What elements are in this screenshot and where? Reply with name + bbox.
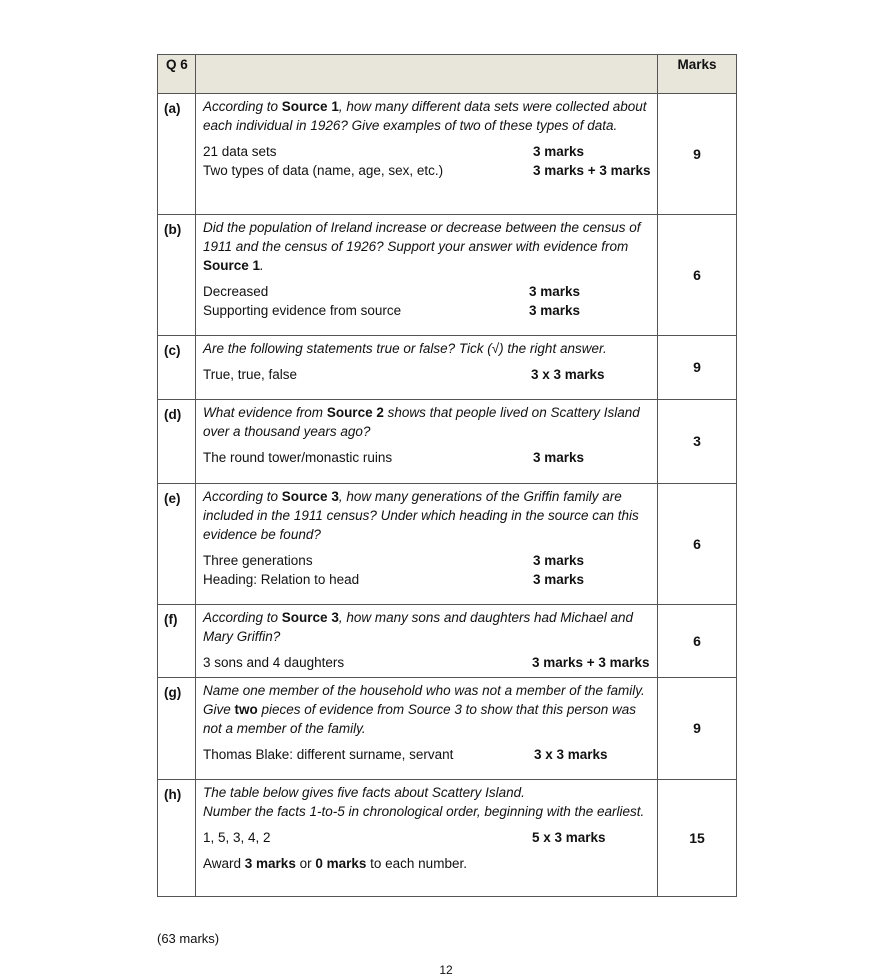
answer-mark: 3 marks <box>529 303 581 318</box>
page-number: 12 <box>439 963 453 977</box>
part-c-content <box>196 336 658 400</box>
answer-list <box>203 551 651 589</box>
part-label: (c) <box>158 336 196 400</box>
part-b-content <box>196 215 658 336</box>
answer-mark: 5 x 3 marks <box>532 830 606 845</box>
part-label: (h) <box>158 780 196 897</box>
part-marks: 3 <box>658 400 737 484</box>
answer-text: 21 data sets <box>203 144 277 159</box>
question-text: What evidence from Source 2 shows that people lived on Scattery Island over a thousand years ago? <box>203 405 640 439</box>
part-marks: 15 <box>658 780 737 897</box>
question-text: The table below gives five facts about Scattery Island. Number the facts 1-to-5 in chronological order, beginning with the earliest. <box>203 785 645 819</box>
part-marks: 9 <box>658 94 737 215</box>
part-marks: 6 <box>658 215 737 336</box>
answer-mark: 3 marks <box>533 450 585 465</box>
part-label: (g) <box>158 678 196 780</box>
answer-row <box>203 161 651 180</box>
question-text: According to Source 3, how many generations of the Griffin family are included in the 1911 census? Under which heading in the source can this evidence be found? <box>203 489 639 542</box>
question-text: Did the population of Ireland increase or decrease between the census of 1911 and the census of 1926? Support your answer with evidence from Source 1. <box>203 220 641 273</box>
marks-header: Marks <box>658 55 737 94</box>
answer-mark: 3 marks + 3 marks <box>532 655 650 670</box>
part-e-content <box>196 484 658 605</box>
answer-row <box>203 448 651 467</box>
answer-list <box>203 653 651 672</box>
answer-row <box>203 828 651 847</box>
marking-scheme-table <box>157 54 737 897</box>
answer-list <box>203 282 651 320</box>
answer-text: Supporting evidence from source <box>203 303 402 318</box>
answer-list <box>203 745 651 764</box>
answer-text: 3 sons and 4 daughters <box>203 655 345 670</box>
answer-row <box>203 365 651 384</box>
answer-mark: 3 marks <box>533 553 585 568</box>
part-g-row <box>158 678 737 780</box>
question-number-header: Q 6 <box>158 55 196 94</box>
part-a-row <box>158 94 737 215</box>
answer-text: 1, 5, 3, 4, 2 <box>203 830 271 845</box>
answer-row <box>203 301 651 320</box>
table-header-row <box>158 55 737 94</box>
answer-row <box>203 142 651 161</box>
answer-row <box>203 653 651 672</box>
answer-list <box>203 142 651 180</box>
part-marks: 6 <box>658 484 737 605</box>
part-d-row <box>158 400 737 484</box>
answer-text: Two types of data (name, age, sex, etc.) <box>203 163 444 178</box>
answer-text: The round tower/monastic ruins <box>203 450 393 465</box>
answer-mark: 3 x 3 marks <box>531 367 605 382</box>
answer-list <box>203 365 651 384</box>
blank-header <box>196 55 658 94</box>
part-marks: 9 <box>658 336 737 400</box>
answer-text: Thomas Blake: different surname, servant <box>203 747 454 762</box>
question-text: Name one member of the household who was not a member of the family. Give two pieces of evidence from Source 3 to show that this person was not a member of the family. <box>203 683 645 736</box>
part-marks: 6 <box>658 605 737 678</box>
part-label: (d) <box>158 400 196 484</box>
answer-mark: 3 marks <box>533 144 585 159</box>
part-a-content <box>196 94 658 215</box>
part-label: (b) <box>158 215 196 336</box>
part-c-row <box>158 336 737 400</box>
answer-mark: 3 x 3 marks <box>534 747 608 762</box>
answer-mark: 3 marks <box>533 572 585 587</box>
answer-text: Three generations <box>203 553 313 568</box>
answer-row <box>203 745 651 764</box>
answer-list <box>203 448 651 467</box>
answer-text: True, true, false <box>203 367 298 382</box>
answer-text: Decreased <box>203 284 269 299</box>
answer-row <box>203 570 651 589</box>
answer-row <box>203 551 651 570</box>
part-d-content <box>196 400 658 484</box>
marking-note: Award 3 marks or 0 marks to each number. <box>203 856 467 871</box>
part-h-row <box>158 780 737 897</box>
part-label: (f) <box>158 605 196 678</box>
answer-list <box>203 828 651 847</box>
answer-row <box>203 282 651 301</box>
answer-mark: 3 marks <box>529 284 581 299</box>
question-text: According to Source 3, how many sons and daughters had Michael and Mary Griffin? <box>203 610 634 644</box>
part-b-row <box>158 215 737 336</box>
question-text: According to Source 1, how many different data sets were collected about each individual in 1926? Give examples of two of these types of data. <box>203 99 647 133</box>
answer-mark: 3 marks + 3 marks <box>533 163 651 178</box>
answer-text: Heading: Relation to head <box>203 572 360 587</box>
part-e-row <box>158 484 737 605</box>
part-label: (e) <box>158 484 196 605</box>
part-label: (a) <box>158 94 196 215</box>
part-h-content <box>196 780 658 897</box>
part-marks: 9 <box>658 678 737 780</box>
total-marks: (63 marks) <box>157 931 220 946</box>
part-f-content <box>196 605 658 678</box>
part-g-content <box>196 678 658 780</box>
question-text: Are the following statements true or false? Tick (√) the right answer. <box>203 341 607 356</box>
part-f-row <box>158 605 737 678</box>
